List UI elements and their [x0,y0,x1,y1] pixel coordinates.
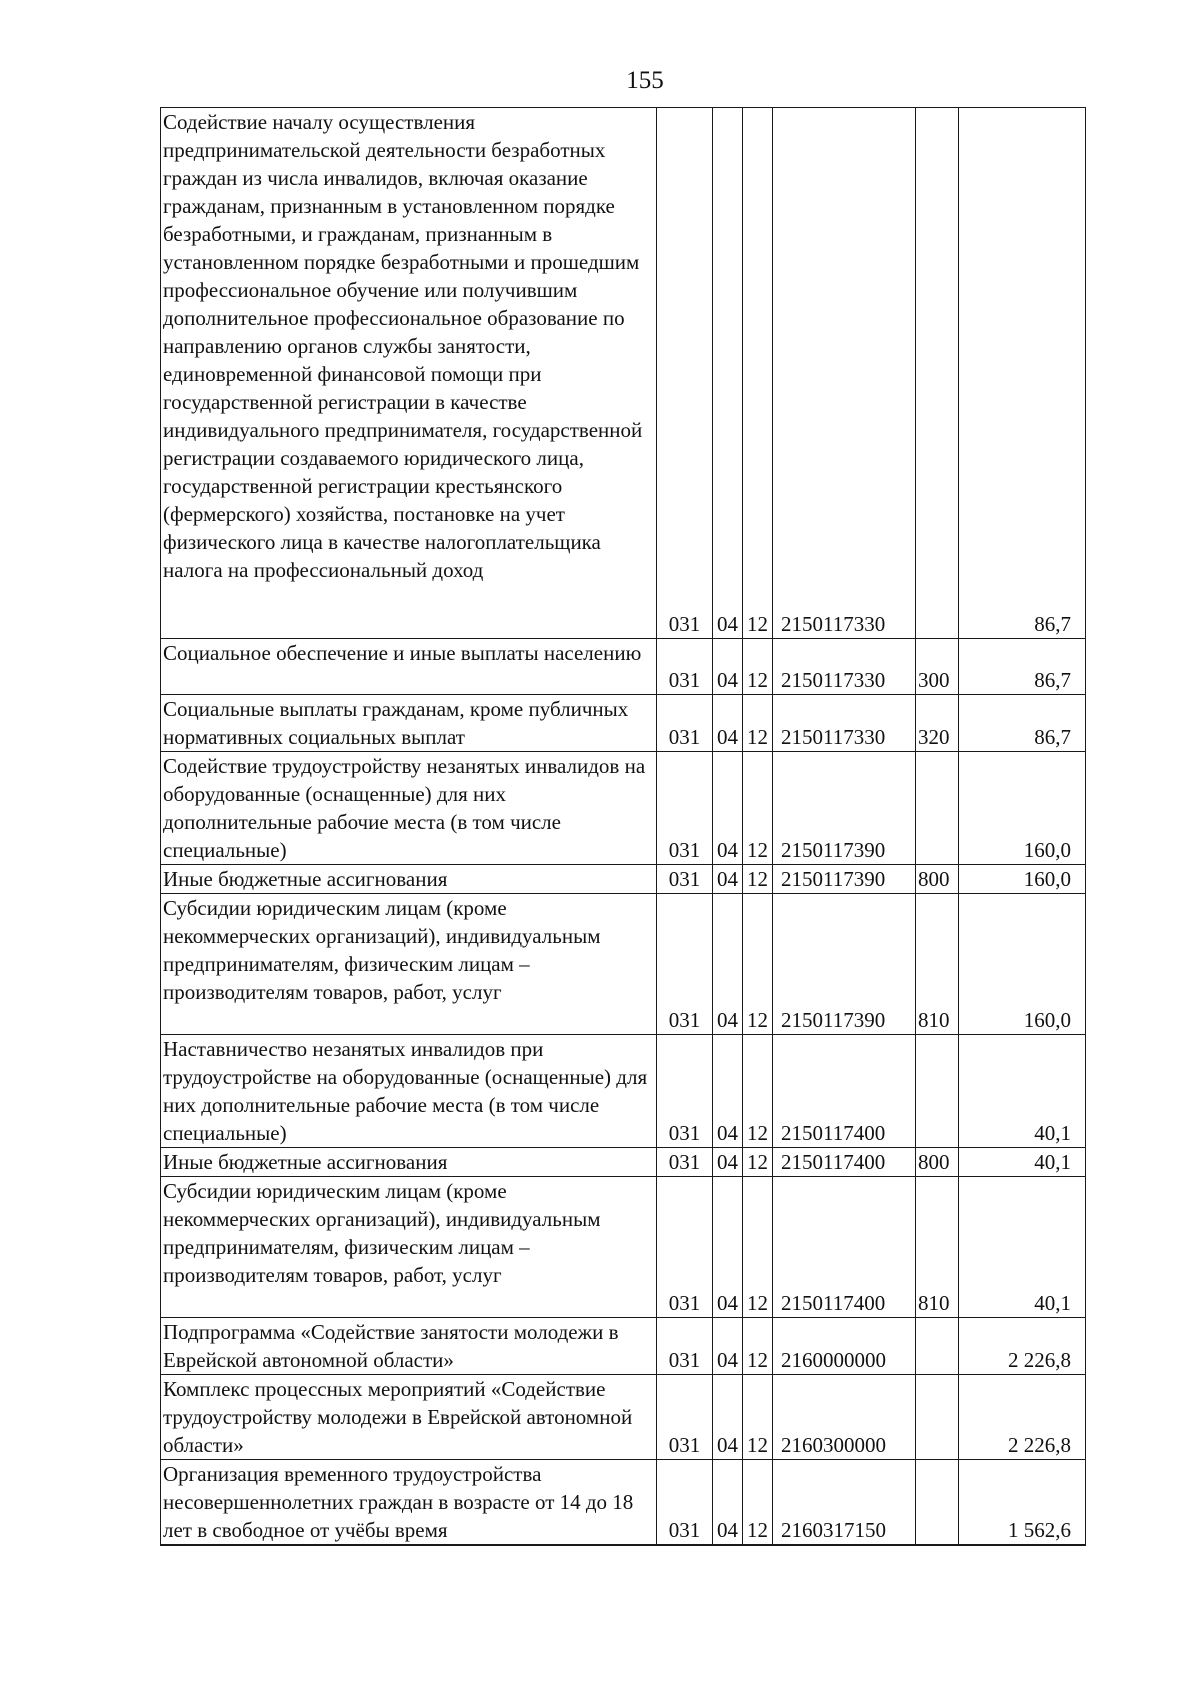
row-ministry-code: 031 [657,108,713,639]
row-expense-type: 810 [916,1177,959,1318]
row-subsection-code: 12 [743,1035,773,1148]
row-subsection-code: 12 [743,1460,773,1546]
row-name: Социальные выплаты гражданам, кроме публичных нормативных социальных выплат [161,695,657,752]
row-name: Иные бюджетные ассигнования [161,1148,657,1177]
row-target-code: 2150117400 [773,1177,916,1318]
row-ministry-code: 031 [657,695,713,752]
row-amount: 86,7 [959,108,1086,639]
table-row [161,1318,1086,1375]
table-row [161,695,1086,752]
row-subsection-code: 12 [743,1318,773,1375]
row-expense-type [916,1375,959,1460]
row-section-code: 04 [713,865,743,894]
row-section-code: 04 [713,752,743,865]
row-amount: 40,1 [959,1177,1086,1318]
row-expense-type [916,1460,959,1546]
row-section-code: 04 [713,1375,743,1460]
row-section-code: 04 [713,108,743,639]
row-amount: 160,0 [959,865,1086,894]
row-amount: 160,0 [959,894,1086,1035]
row-expense-type: 810 [916,894,959,1035]
table-row [161,639,1086,695]
row-amount: 86,7 [959,695,1086,752]
table-row [161,1177,1086,1318]
row-section-code: 04 [713,894,743,1035]
row-section-code: 04 [713,1035,743,1148]
row-target-code: 2160317150 [773,1460,916,1546]
row-subsection-code: 12 [743,695,773,752]
row-expense-type [916,108,959,639]
row-target-code: 2150117390 [773,865,916,894]
table-row [161,1035,1086,1148]
row-target-code: 2150117390 [773,752,916,865]
row-expense-type: 320 [916,695,959,752]
row-name: Содействие трудоустройству незанятых инвалидов на оборудованные (оснащенные) для них дополнительные рабочие места (в том числе специальные) [161,752,657,865]
row-amount: 40,1 [959,1148,1086,1177]
row-section-code: 04 [713,1318,743,1375]
row-expense-type [916,1318,959,1375]
row-name: Субсидии юридическим лицам (кроме некоммерческих организаций), индивидуальным предпринимателям, физическим лицам – производителям товаров, работ, услуг [161,1177,657,1318]
row-expense-type [916,1035,959,1148]
row-name: Социальное обеспечение и иные выплаты населению [161,639,657,695]
row-amount: 86,7 [959,639,1086,695]
row-section-code: 04 [713,639,743,695]
table-row [161,894,1086,1035]
table-row [161,1460,1086,1546]
row-target-code: 2160300000 [773,1375,916,1460]
row-ministry-code: 031 [657,1035,713,1148]
row-target-code: 2150117400 [773,1035,916,1148]
row-ministry-code: 031 [657,639,713,695]
budget-table [160,107,1086,1546]
row-ministry-code: 031 [657,1177,713,1318]
row-expense-type [916,752,959,865]
row-target-code: 2150117330 [773,639,916,695]
row-ministry-code: 031 [657,1460,713,1546]
table-row [161,865,1086,894]
row-name: Подпрограмма «Содействие занятости молодежи в Еврейской автономной области» [161,1318,657,1375]
row-ministry-code: 031 [657,752,713,865]
row-ministry-code: 031 [657,1318,713,1375]
row-amount: 2 226,8 [959,1375,1086,1460]
row-expense-type: 800 [916,865,959,894]
row-subsection-code: 12 [743,1177,773,1318]
row-target-code: 2150117400 [773,1148,916,1177]
row-amount: 1 562,6 [959,1460,1086,1546]
page-number: 155 [626,67,664,94]
row-amount: 2 226,8 [959,1318,1086,1375]
row-expense-type: 300 [916,639,959,695]
row-section-code: 04 [713,1460,743,1546]
row-ministry-code: 031 [657,894,713,1035]
row-name: Комплекс процессных мероприятий «Содействие трудоустройству молодежи в Еврейской автономной области» [161,1375,657,1460]
row-ministry-code: 031 [657,865,713,894]
row-expense-type: 800 [916,1148,959,1177]
row-target-code: 2150117390 [773,894,916,1035]
row-amount: 40,1 [959,1035,1086,1148]
table-row [161,1148,1086,1177]
row-amount: 160,0 [959,752,1086,865]
row-name: Наставничество незанятых инвалидов при трудоустройстве на оборудованные (оснащенные) для них дополнительные рабочие места (в том числе специальные) [161,1035,657,1148]
row-name: Иные бюджетные ассигнования [161,865,657,894]
row-subsection-code: 12 [743,752,773,865]
row-ministry-code: 031 [657,1375,713,1460]
row-target-code: 2160000000 [773,1318,916,1375]
row-name: Организация временного трудоустройства несовершеннолетних граждан в возрасте от 14 до 18 лет в свободное от учёбы время [161,1460,657,1546]
row-section-code: 04 [713,695,743,752]
row-target-code: 2150117330 [773,695,916,752]
row-section-code: 04 [713,1177,743,1318]
table-row [161,108,1086,639]
row-subsection-code: 12 [743,639,773,695]
row-subsection-code: 12 [743,1375,773,1460]
row-ministry-code: 031 [657,1148,713,1177]
table-row [161,752,1086,865]
row-name: Субсидии юридическим лицам (кроме некоммерческих организаций), индивидуальным предпринимателям, физическим лицам – производителям товаров, работ, услуг [161,894,657,1035]
row-section-code: 04 [713,1148,743,1177]
row-target-code: 2150117330 [773,108,916,639]
row-subsection-code: 12 [743,865,773,894]
row-subsection-code: 12 [743,108,773,639]
row-name: Содействие началу осуществления предпринимательской деятельности безработных граждан из числа инвалидов, включая оказание гражданам, признанным в установленном порядке безработными, и гражданам, признанным в установленном порядке безработными и прошедшим профессиональное обучение или получившим дополнительное профессиональное образование по направлению органов службы занятости, единовременной финансовой помощи при государственной регистрации в качестве индивидуального предпринимателя, государственной регистрации создаваемого юридического лица, государственной регистрации крестьянского (фермерского) хозяйства, постановке на учет физического лица в качестве налогоплательщика налога на профессиональный доход [161,108,657,639]
row-subsection-code: 12 [743,894,773,1035]
table-row [161,1375,1086,1460]
row-subsection-code: 12 [743,1148,773,1177]
